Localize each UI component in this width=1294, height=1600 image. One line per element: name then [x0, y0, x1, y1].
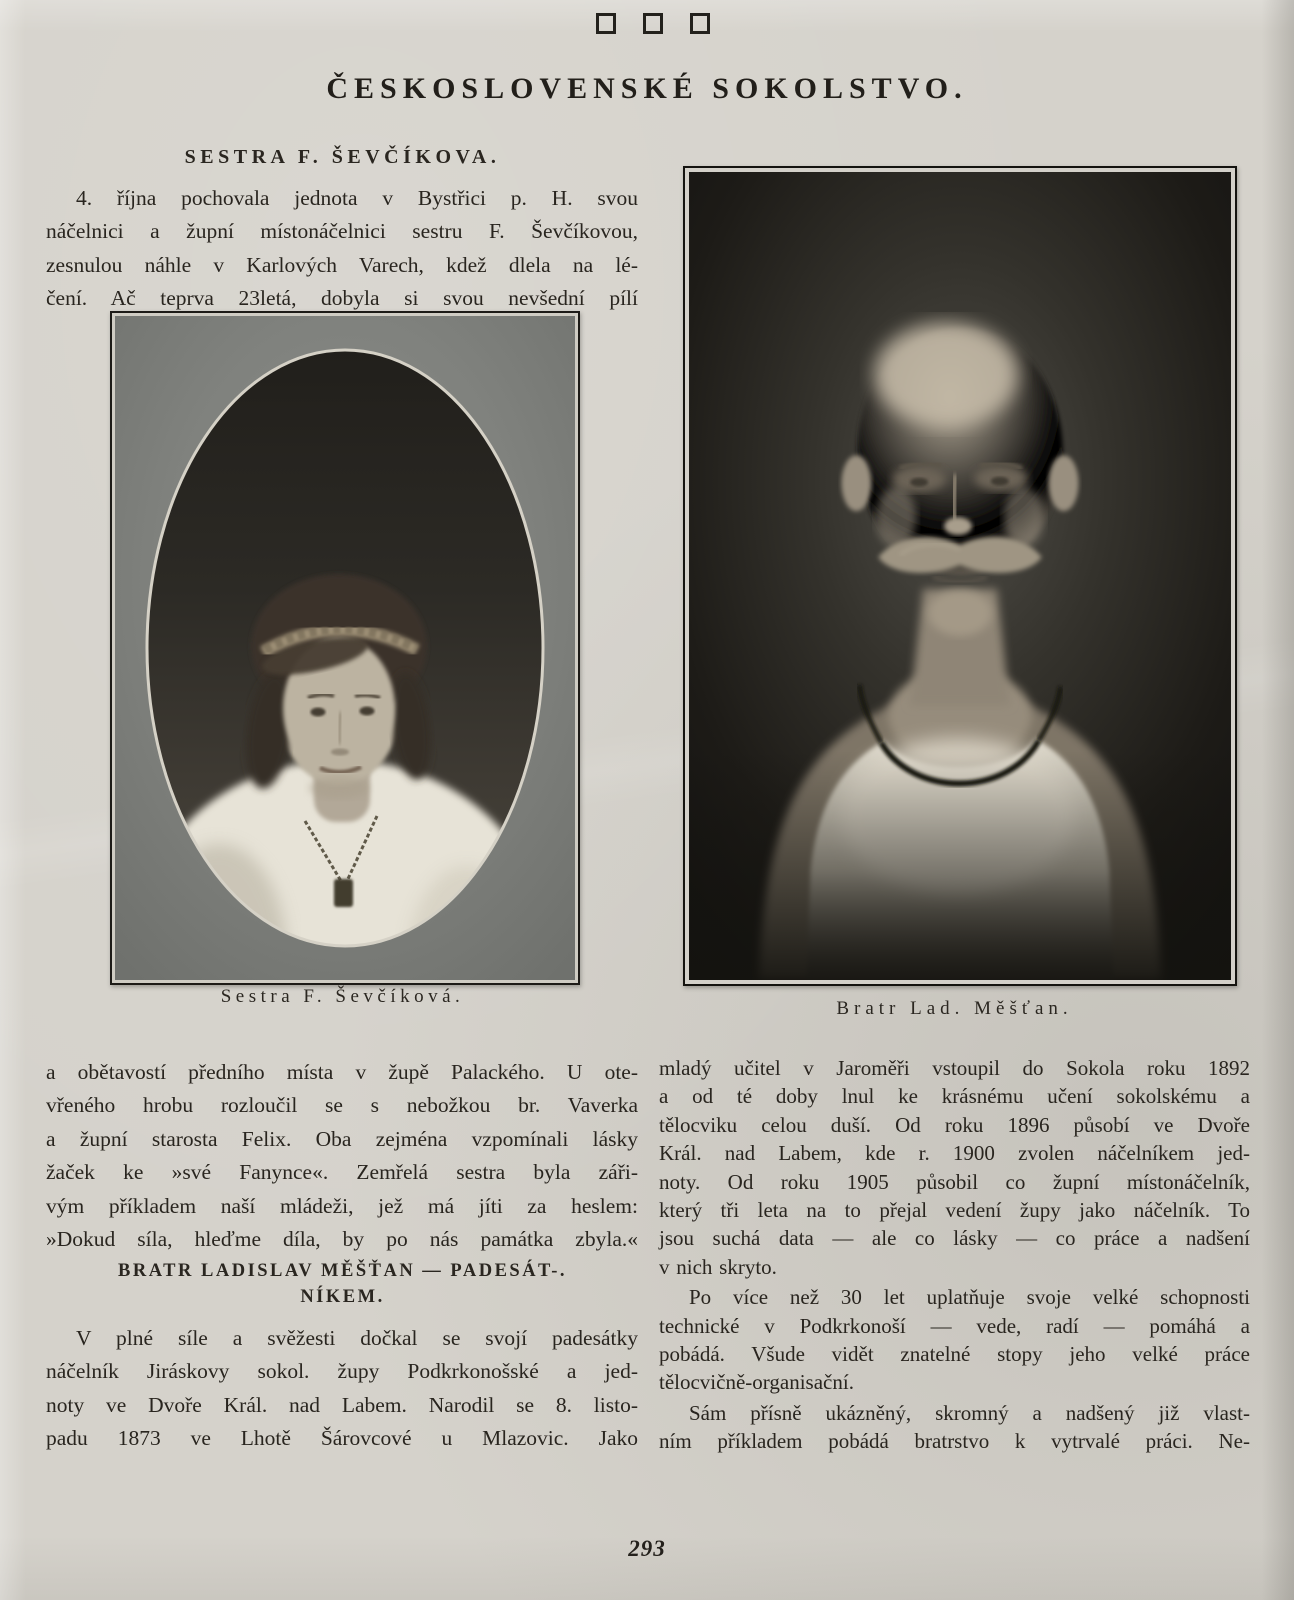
mestan-photo	[683, 166, 1237, 986]
mestan-intro-paragraph: V plné síle a svěžesti dočkal se svojí padesátky náčelník Jiráskovy sokol. župy Podkrkonošské a jed- noty ve Dvoře Král. nad Labem. Narodil se 8. listo- padu 1873 ve Lhotě Šárovcové u Mlazovic. Jako	[46, 1326, 638, 1451]
ornament-squares	[596, 13, 710, 34]
mestan-heading-line-1: BRATR LADISLAV MĚŠŤAN — PADESÁT-.	[118, 1261, 567, 1281]
mestan-heading-line-2: NÍKEM.	[300, 1287, 385, 1307]
sevcikova-photo-caption: Sestra F. Ševčíková.	[220, 986, 465, 1007]
sevcikova-portrait-image	[115, 316, 575, 980]
sevcikova-continuation-paragraph: a obětavostí předního místa v župě Palackého. U ote- vřeného hrobu rozloučil se s nebožkou br. Vaverka a župní starosta Felix. Oba zejména vzpomínali lásky žaček ke »své Fanynce«. Zemřelá sestra byla záři- vým příkladem naší mládeži, jež má jíti za heslem: »Dokud síla, hleďme díla, by po nás památka zbyla.«	[46, 1060, 638, 1252]
sevcikova-photo	[110, 311, 580, 985]
square-ornament-icon	[596, 13, 616, 34]
mestan-col2-paragraph-3: Sám přísně ukázněný, skromný a nadšený již vlast- ním příkladem pobádá bratrstvo k vytrvalé práci. Ne-	[659, 1400, 1250, 1454]
page-number: 293	[628, 1536, 666, 1561]
square-ornament-icon	[690, 13, 710, 34]
mestan-heading	[45, 1258, 640, 1310]
mestan-col2-paragraph-1: mladý učitel v Jaroměři vstoupil do Sokola roku 1892 a od té doby lnul ke krásnému učení sokolskému a tělocviku celou duší. Od roku 1896 působí ve Dvoře Král. nad Labem, kde r. 1900 zvolen náčelníkem jed- noty. Od roku 1905 působil co župní místonáčelník, který tři leta na to přejal vedení župy jako náčelník. To jsou suchá data — ale co lásky — co práce a nadšení v nich skryto.	[659, 1056, 1250, 1279]
sevcikova-heading: SESTRA F. ŠEVČÍKOVA.	[184, 146, 501, 168]
square-ornament-icon	[643, 13, 663, 34]
mestan-portrait-image	[689, 172, 1231, 980]
masthead-title: ČESKOSLOVENSKÉ SOKOLSTVO.	[326, 72, 968, 105]
mestan-photo-caption: Bratr Lad. Měšťan.	[836, 998, 1073, 1019]
mestan-col2-paragraph-2: Po více než 30 let uplatňuje svoje velké schopnosti technické v Podkrkonoší — vede, radí — pomáhá a pobádá. Všude vidět znatelné stopy jeho velké práce tělocvičně-organisační.	[659, 1285, 1250, 1395]
sevcikova-intro-paragraph: 4. října pochovala jednota v Bystřici p. H. svou náčelnici a župní místonáčelnici sestru F. Ševčíkovou, zesnulou náhle v Karlových Varech, kdež dlela na lé- čení. Ač teprva 23letá, dobyla si svou nevšední pílí	[46, 186, 638, 311]
mestan-column2	[659, 1054, 1250, 1458]
